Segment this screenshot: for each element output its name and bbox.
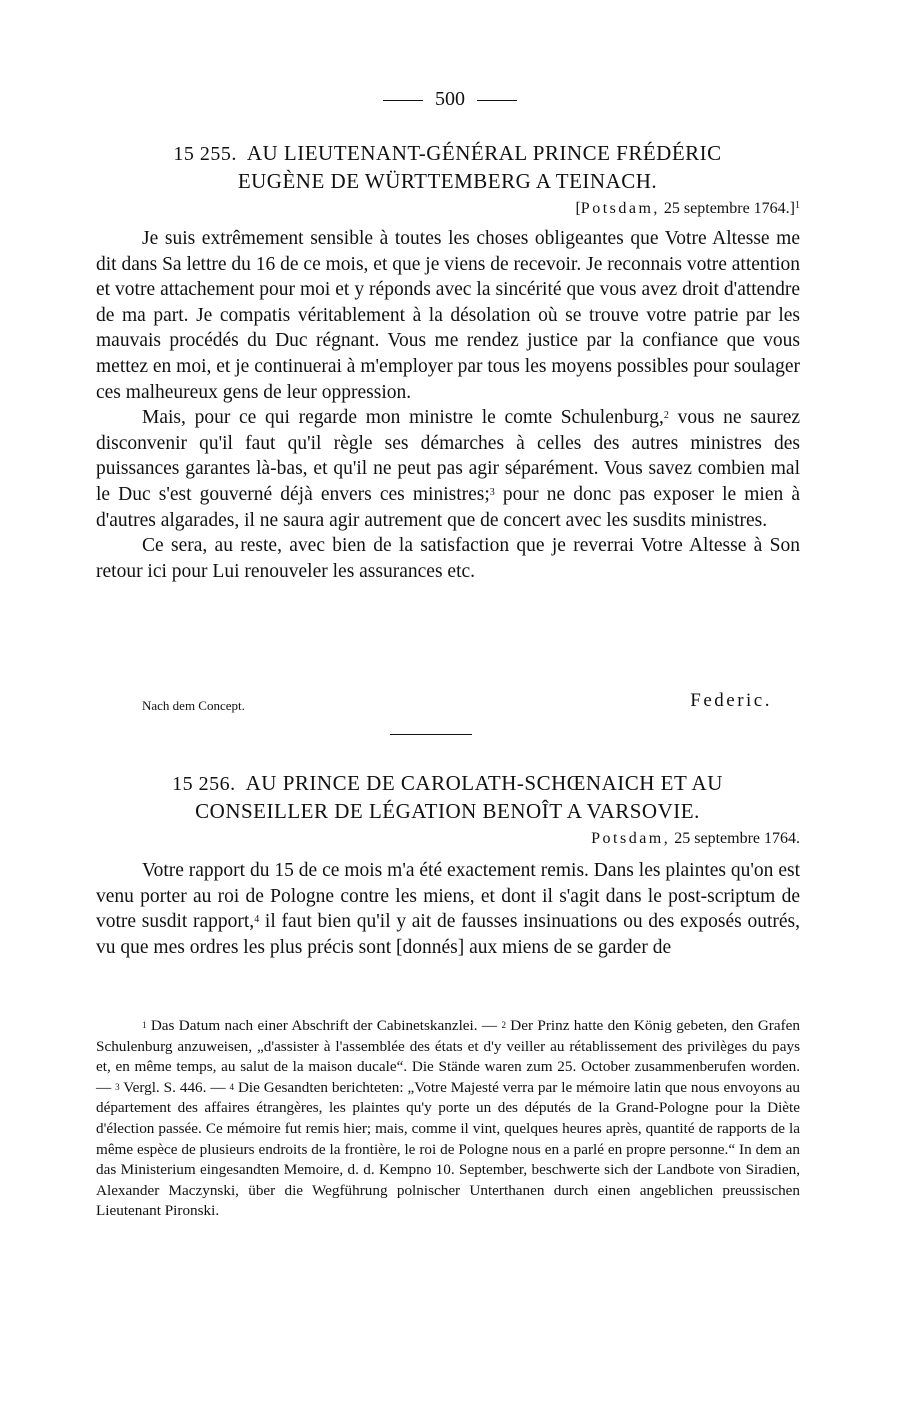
page-number-text: 500: [435, 88, 465, 110]
letter-2-paragraph-1-part-a: Votre rapport du 15 de ce mois m'a été exactement remis. Dans les plaintes qu'on est venu porter au roi de Pologne contre les miens, et dont il s'agit dans le post-scriptum de votre susdit rapport,: [96, 860, 800, 933]
section-divider: [390, 734, 472, 735]
letter-1-date-bracket: [: [575, 200, 581, 217]
letter-1-number: 15 255.: [173, 143, 237, 165]
footnote-3-mark: 3: [115, 1081, 120, 1092]
letter-1-paragraph-3: Ce sera, au reste, avec bien de la satisfaction que je reverrai Votre Altesse à Son retour ici pour Lui renouveler les assurances etc.: [96, 535, 800, 582]
footnote-4-mark: 4: [229, 1081, 234, 1092]
footnotes-text: [96, 1016, 800, 1222]
footnote-1-mark: 1: [142, 1020, 147, 1030]
letter-1-paragraph-1: Je suis extrêmement sensible à toutes les choses obligeantes que Votre Altesse me dit dans Sa lettre du 16 de ce mois, et que je viens de recevoir. Je reconnais votre attention et votre attachement pour moi et y réponds avec la sincérité que vous avez droit d'attendre de ma part. Je compatis véritablement à la désolation où se trouve votre patrie par les mauvais procédés du Duc régnant. Vous me rendez justice par la confiance que vous mettez en moi, et je continuerai à m'employer par tous les moyens possibles pour soulager ces malheureux gens de leur oppression.: [96, 228, 800, 403]
page-number: [0, 88, 900, 111]
letter-1-heading-line-1: [95, 140, 800, 168]
letter-1-heading: [95, 140, 800, 195]
letter-2-dateline: [591, 830, 800, 848]
page-number-dash-right: [477, 100, 517, 101]
letter-2-date-place: Potsdam,: [591, 830, 671, 847]
letter-1-title-line-2: EUGÈNE DE WÜRTTEMBERG A TEINACH.: [237, 169, 658, 193]
letter-2-paragraph-1-part-b: il faut bien qu'il y ait de fausses insinuations ou des exposés outrés, vu que mes ordres les plus précis sont [donnés] aux miens de se garder de: [96, 911, 800, 958]
letter-1-title-line-1: AU LIEUTENANT-GÉNÉRAL PRINCE FRÉDÉRIC: [246, 141, 722, 165]
footnote-ref-2: 2: [663, 410, 669, 422]
letter-1-paragraph-2-part-b: vous ne saurez disconvenir qu'il faut qu'il règle ses démarches à celles des autres ministres des puissances garantes là-bas, et qu'il ne peut pas agir séparément. Vous savez combien mal le Duc s'est gouverné déjà envers ces ministres;: [96, 407, 800, 505]
letter-1-dateline: [575, 200, 800, 218]
letter-2-paragraph-1: [96, 858, 800, 960]
letter-2-number: 15 256.: [172, 773, 236, 795]
page-number-dash-left: [383, 100, 423, 101]
letter-2-heading: [95, 770, 800, 825]
footnote-ref-3: 3: [489, 486, 495, 498]
footnote-1: Das Datum nach einer Abschrift der Cabinetskanzlei. —: [146, 1017, 502, 1034]
letter-2-date-rest: 25 septembre 1764.: [670, 830, 800, 847]
footnote-3: Vergl. S. 446. —: [119, 1078, 230, 1096]
letter-2-body: [96, 858, 800, 960]
letter-1-paragraph-2-part-a: Mais, pour ce qui regarde mon ministre le comte Schulenburg,: [142, 407, 664, 429]
letter-1-paragraph-2: [96, 405, 800, 533]
footnote-2-mark: 2: [501, 1020, 506, 1030]
letter-1-date-rest: 25 septembre 1764.]: [659, 200, 795, 217]
letter-1-date-place: Potsdam,: [580, 200, 660, 217]
letter-1-signature: Federic.: [690, 690, 772, 711]
letter-1-source-note: Nach dem Concept.: [142, 698, 245, 713]
letter-1-body: [96, 226, 800, 584]
letter-2-title-line-1: AU PRINCE DE CAROLATH-SCHŒNAICH ET AU: [245, 771, 723, 795]
letter-1-date-footnote-mark: 1: [795, 200, 800, 211]
footnote-4: Die Gesandten berichteten: „Votre Majesté verra par le mémoire latin que nous envoyons au département des affaires étrangères, les plaintes qu'y porte un des députés de la Grand-Pologne pour la Diète d'élection passée. Ce mémoire fut remis hier; mais, comme il vint, quelques heures après, quantité de rapports de la même espèce de plusieurs endroits de la frontière, le roi de Pologne nous en a parlé en propre personne.“ In dem an das Ministerium eingesandten Memoire, d. d. Kempno 10. September, beschwerte sich der Landbote von Siradien, Alexander Maczynski, über die Wegführung polnischer Unterthanen durch einen angeblichen preussischen Lieutenant Pironski.: [96, 1078, 801, 1220]
letter-2-heading-line-1: [95, 770, 800, 798]
letter-1-paragraph-2-part-c: pour ne donc pas exposer le mien à d'autres algarades, il ne saura agir autrement que de concert avec les susdits ministres.: [96, 483, 800, 531]
letter-2-title-line-2: CONSEILLER DE LÉGATION BENOÎT A VARSOVIE.: [195, 799, 700, 823]
footnote-2: Der Prinz hatte den König gebeten, den Grafen Schulenburg anzuweisen, „d'assister à l'assemblée des états et d'y veiller au rétablissement des privilèges du pays et, en même temps, au salut de la maison ducale“. Die Stände waren zum 25. October zusammenberufen worden. —: [96, 1017, 800, 1096]
footnotes: [96, 1016, 800, 1222]
footnote-ref-4: 4: [254, 914, 260, 926]
